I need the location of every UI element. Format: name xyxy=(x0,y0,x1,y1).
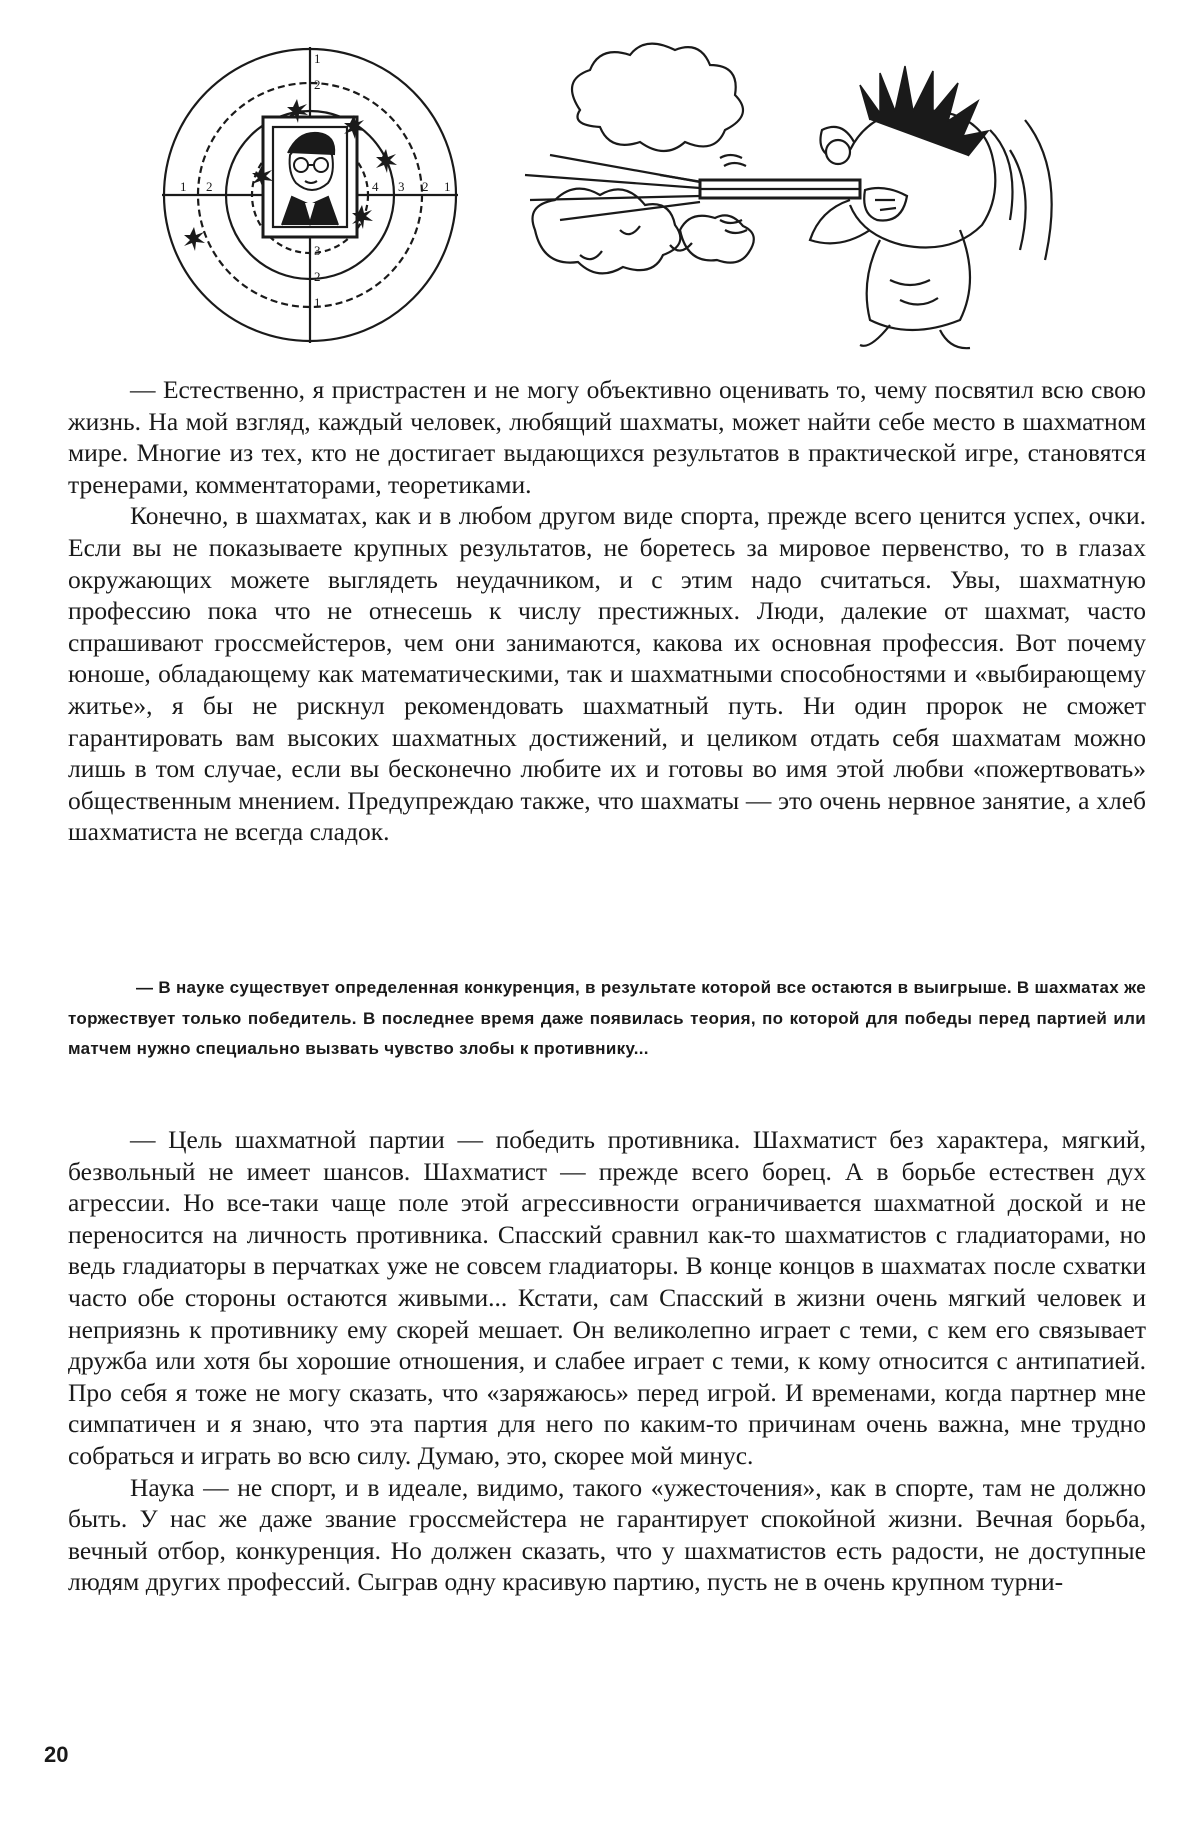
target-digit-bottom-1: 1 xyxy=(314,295,321,310)
answer-block-2 xyxy=(68,1124,1146,1598)
target-digit-right-4: 4 xyxy=(372,179,379,194)
target-digit-right-3: 3 xyxy=(398,179,405,194)
paragraph: Конечно, в шахматах, как и в любом другом виде спорта, прежде всего ценится успех, очки. Если вы не показываете крупных результатов, не боретесь за мировое первенство, то в глазах окружающих можете выглядеть неудачником, и с этим надо считаться. Увы, шахматную профессию пока что не отнесешь к числу престижных. Люди, далекие от шахмат, часто спрашивают гроссмейстеров, чем они занимаются, какова их основная профессия. Вот почему юноше, обладающему как математическими, так и шахматными способностями и «выбирающему житье», я бы не рискнул рекомендовать шахматный путь. Ни один пророк не сможет гарантировать вам высоких шахматных достижений, и целиком отдать себя шахматам можно лишь в том случае, если вы бесконечно любите их и готовы во имя этой любви «пожертвовать» общественным мнением. Предупреждаю также, что шахматы — это очень нервное занятие, а хлеб шахматиста не всегда сладок. xyxy=(68,501,1146,847)
target-digit-right-1: 1 xyxy=(444,179,451,194)
target-digit-left-2: 2 xyxy=(206,179,213,194)
target-illustration xyxy=(160,45,460,345)
target-digit-bottom-3: 3 xyxy=(314,243,321,258)
target-digit-top-1: 1 xyxy=(314,51,321,66)
question-text: — В науке существует определенная конкуренция, в результате которой все остаются в выигрыше. В шахматах же торжествует только победитель. В последнее время даже появилась теория, по которой для победы перед партией или матчем нужно специально вызвать чувство злобы к противнику... xyxy=(68,978,1146,1058)
illustrations xyxy=(0,0,1200,360)
paragraph: — Цель шахматной партии — победить противника. Шахматист без характера, мягкий, безвольный не имеет шансов. Шахматист — прежде всего борец. А в борьбе естествен дух агрессии. Но все-таки чаще поле этой агрессивности ограничивается шахматной доской и не переносится на личность противника. Спасский сравнил как-то шахматистов с гладиаторами, но ведь гладиаторы в перчатках уже не совсем гладиаторы. В конце концов в шахматах после схватки часто обе стороны остаются живыми... Кстати, сам Спасский в жизни очень мягкий человек и неприязнь к противнику ему скорей мешает. Он великолепно играет с теми, с кем его связывает дружба или хотя бы хорошие отношения, и слабее играет с теми, к кому относится с антипатией. Про себя я тоже не могу сказать, что «заряжаюсь» перед игрой. И временами, когда партнер мне симпатичен и я знаю, что эта партия для него по каким-то причинам очень важна, мне трудно собраться и играть во всю силу. Думаю, это, скорее мой минус. xyxy=(68,1125,1146,1470)
paragraph: Наука — не спорт, и в идеале, видимо, такого «ужесточения», как в спорте, там не должно быть. У нас же даже звание гроссмейстера не гарантирует спокойной жизни. Вечная борьба, вечный отбор, конкуренция. Но должен сказать, что у шахматистов есть радости, не доступные людям других профессий. Сыграв одну красивую партию, пусть не в очень крупном турни- xyxy=(68,1472,1146,1597)
shooter-illustration xyxy=(520,40,1080,360)
target-digit-bottom-2: 2 xyxy=(314,269,321,284)
page-number: 20 xyxy=(44,1742,69,1767)
target-digit-left-1: 1 xyxy=(180,179,187,194)
answer-block-1 xyxy=(68,374,1146,848)
interviewer-question xyxy=(68,973,1146,1065)
paragraph: — Естественно, я пристрастен и не могу объективно оценивать то, чему посвятил всю свою жизнь. На мой взгляд, каждый человек, любящий шахматы, может найти себе место в шахматном мире. Многие из тех, кто не достигает выдающихся результатов в практической игре, становятся тренерами, комментаторами, теоретиками. xyxy=(68,375,1146,499)
target-digit-right-2: 2 xyxy=(422,179,429,194)
target-digit-top-2: 2 xyxy=(314,77,321,92)
